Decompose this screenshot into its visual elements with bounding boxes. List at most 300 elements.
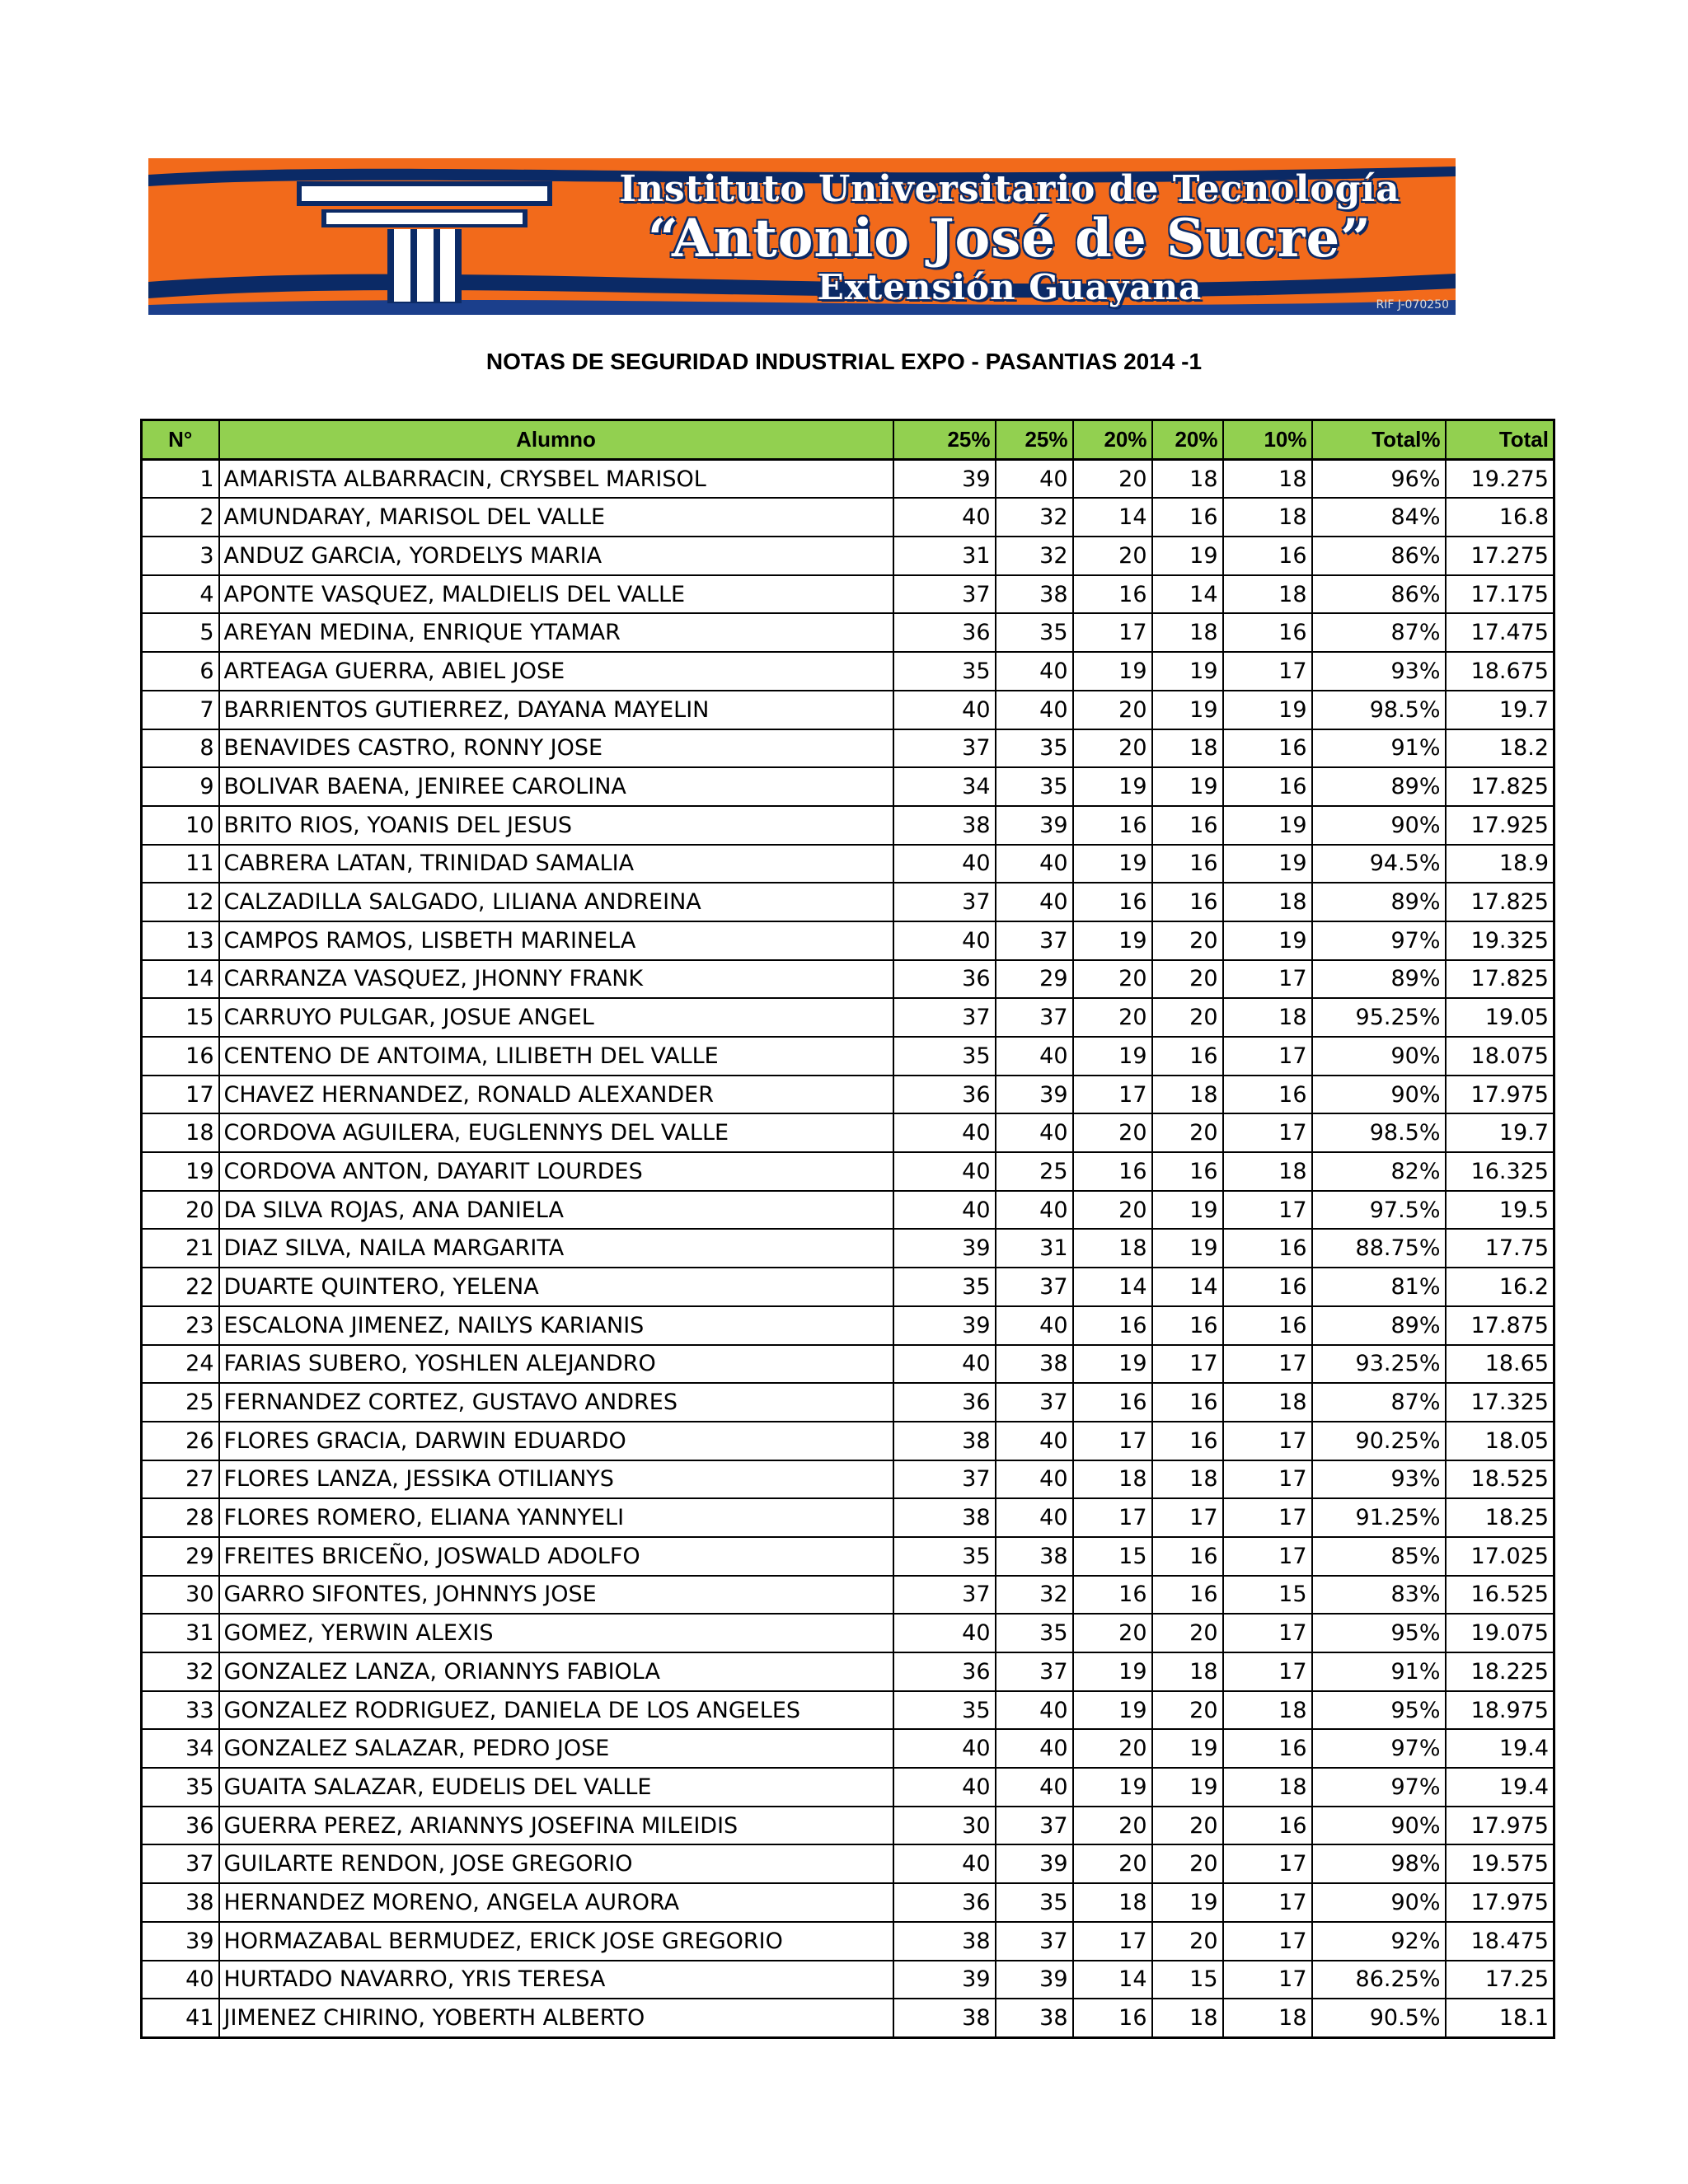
cell-total-percent: 93.25% [1312, 1345, 1446, 1384]
cell-score-20a: 14 [1073, 1268, 1152, 1306]
cell-score-25a: 40 [893, 1844, 996, 1883]
cell-num: 40 [142, 1961, 219, 1999]
table-row [142, 1652, 1554, 1691]
cell-score-25b: 40 [996, 1460, 1073, 1499]
cell-score-20b: 20 [1152, 998, 1223, 1037]
cell-score-25b: 35 [996, 613, 1073, 652]
cell-score-25b: 40 [996, 1729, 1073, 1768]
table-row [142, 613, 1554, 652]
cell-score-20a: 18 [1073, 1883, 1152, 1922]
cell-score-20b: 16 [1152, 806, 1223, 845]
cell-score-25b: 38 [996, 1537, 1073, 1576]
cell-total: 17.475 [1446, 613, 1554, 652]
cell-total-percent: 89% [1312, 960, 1446, 999]
cell-score-25a: 36 [893, 613, 996, 652]
cell-total: 18.075 [1446, 1037, 1554, 1076]
cell-score-25a: 37 [893, 729, 996, 768]
cell-score-10: 19 [1223, 921, 1312, 960]
cell-score-20a: 20 [1073, 1729, 1152, 1768]
header-score-20b: 20% [1152, 420, 1223, 460]
cell-total: 19.7 [1446, 1113, 1554, 1152]
cell-total-percent: 85% [1312, 1537, 1446, 1576]
cell-total: 17.825 [1446, 960, 1554, 999]
cell-score-20b: 19 [1152, 1729, 1223, 1768]
cell-score-10: 19 [1223, 691, 1312, 729]
table-row [142, 1345, 1554, 1384]
cell-score-20a: 16 [1073, 883, 1152, 921]
cell-score-10: 17 [1223, 1652, 1312, 1691]
cell-student-name: JIMENEZ CHIRINO, YOBERTH ALBERTO [219, 1999, 893, 2037]
cell-num: 23 [142, 1306, 219, 1345]
cell-score-25a: 37 [893, 1576, 996, 1615]
cell-score-25a: 40 [893, 1191, 996, 1230]
cell-score-20a: 16 [1073, 1576, 1152, 1615]
cell-total: 19.5 [1446, 1191, 1554, 1230]
cell-score-20a: 18 [1073, 1460, 1152, 1499]
table-row [142, 1152, 1554, 1191]
cell-num: 41 [142, 1999, 219, 2037]
cell-num: 36 [142, 1807, 219, 1845]
cell-score-25b: 32 [996, 498, 1073, 537]
cell-total: 17.275 [1446, 537, 1554, 575]
cell-total-percent: 97.5% [1312, 1191, 1446, 1230]
table-row [142, 1498, 1554, 1537]
cell-score-25a: 37 [893, 998, 996, 1037]
cell-score-10: 18 [1223, 1768, 1312, 1807]
cell-total: 17.975 [1446, 1807, 1554, 1845]
cell-student-name: FREITES BRICEÑO, JOSWALD ADOLFO [219, 1537, 893, 1576]
cell-score-20a: 20 [1073, 1614, 1152, 1652]
cell-num: 12 [142, 883, 219, 921]
cell-score-10: 16 [1223, 613, 1312, 652]
cell-num: 27 [142, 1460, 219, 1499]
cell-score-25b: 40 [996, 1498, 1073, 1537]
cell-score-20a: 19 [1073, 1037, 1152, 1076]
cell-score-20a: 16 [1073, 1152, 1152, 1191]
cell-total: 18.975 [1446, 1691, 1554, 1730]
table-row [142, 806, 1554, 845]
cell-total-percent: 88.75% [1312, 1229, 1446, 1268]
cell-total-percent: 91% [1312, 1652, 1446, 1691]
cell-student-name: GONZALEZ SALAZAR, PEDRO JOSE [219, 1729, 893, 1768]
cell-total-percent: 81% [1312, 1268, 1446, 1306]
cell-score-20b: 19 [1152, 1768, 1223, 1807]
cell-score-25b: 37 [996, 1807, 1073, 1845]
cell-score-20a: 18 [1073, 1229, 1152, 1268]
cell-num: 7 [142, 691, 219, 729]
cell-student-name: GUAITA SALAZAR, EUDELIS DEL VALLE [219, 1768, 893, 1807]
cell-student-name: ARTEAGA GUERRA, ABIEL JOSE [219, 652, 893, 691]
header-student-name: Alumno [219, 420, 893, 460]
cell-total-percent: 92% [1312, 1922, 1446, 1961]
cell-num: 32 [142, 1652, 219, 1691]
table-row [142, 691, 1554, 729]
cell-student-name: DIAZ SILVA, NAILA MARGARITA [219, 1229, 893, 1268]
cell-score-20a: 17 [1073, 1922, 1152, 1961]
cell-total-percent: 95% [1312, 1691, 1446, 1730]
cell-score-10: 18 [1223, 1383, 1312, 1422]
cell-score-20a: 20 [1073, 1807, 1152, 1845]
cell-score-10: 16 [1223, 1076, 1312, 1114]
cell-score-20a: 20 [1073, 691, 1152, 729]
cell-score-25b: 37 [996, 1652, 1073, 1691]
cell-total-percent: 95% [1312, 1614, 1446, 1652]
cell-score-25b: 35 [996, 1883, 1073, 1922]
cell-num: 39 [142, 1922, 219, 1961]
cell-score-20b: 18 [1152, 1076, 1223, 1114]
cell-total-percent: 84% [1312, 498, 1446, 537]
cell-score-20a: 20 [1073, 1113, 1152, 1152]
cell-num: 16 [142, 1037, 219, 1076]
cell-score-10: 17 [1223, 1922, 1312, 1961]
cell-num: 11 [142, 845, 219, 883]
cell-score-20b: 16 [1152, 1306, 1223, 1345]
table-row [142, 1037, 1554, 1076]
cell-score-25b: 40 [996, 1306, 1073, 1345]
table-row [142, 1844, 1554, 1883]
cell-total: 17.825 [1446, 883, 1554, 921]
cell-num: 8 [142, 729, 219, 768]
cell-score-25a: 38 [893, 806, 996, 845]
cell-score-20a: 16 [1073, 806, 1152, 845]
cell-total: 18.1 [1446, 1999, 1554, 2037]
cell-total: 19.4 [1446, 1768, 1554, 1807]
cell-score-20b: 16 [1152, 1037, 1223, 1076]
cell-score-20b: 18 [1152, 613, 1223, 652]
table-row [142, 1076, 1554, 1114]
cell-num: 21 [142, 1229, 219, 1268]
banner-institute-honoree: “Antonio José de Sucre” [648, 208, 1372, 269]
cell-score-25a: 35 [893, 1691, 996, 1730]
cell-total-percent: 86% [1312, 575, 1446, 614]
cell-score-10: 16 [1223, 1729, 1312, 1768]
cell-num: 34 [142, 1729, 219, 1768]
cell-total-percent: 97% [1312, 1768, 1446, 1807]
cell-total-percent: 90% [1312, 1076, 1446, 1114]
cell-total: 17.925 [1446, 806, 1554, 845]
cell-score-20b: 20 [1152, 1922, 1223, 1961]
cell-score-25b: 40 [996, 459, 1073, 498]
cell-num: 33 [142, 1691, 219, 1730]
cell-student-name: GARRO SIFONTES, JOHNNYS JOSE [219, 1576, 893, 1615]
cell-num: 28 [142, 1498, 219, 1537]
cell-score-25b: 40 [996, 652, 1073, 691]
cell-num: 1 [142, 459, 219, 498]
cell-score-25a: 40 [893, 1113, 996, 1152]
cell-score-25a: 37 [893, 1460, 996, 1499]
cell-num: 15 [142, 998, 219, 1037]
cell-score-20b: 18 [1152, 1460, 1223, 1499]
table-row [142, 1768, 1554, 1807]
cell-total: 19.075 [1446, 1614, 1554, 1652]
table-row [142, 537, 1554, 575]
table-row [142, 1113, 1554, 1152]
cell-score-20a: 17 [1073, 1076, 1152, 1114]
cell-score-25b: 35 [996, 729, 1073, 768]
header-score-25b: 25% [996, 420, 1073, 460]
cell-score-10: 17 [1223, 1037, 1312, 1076]
cell-num: 18 [142, 1113, 219, 1152]
header-total: Total [1446, 420, 1554, 460]
cell-total-percent: 89% [1312, 767, 1446, 806]
cell-score-20a: 20 [1073, 729, 1152, 768]
cell-score-20b: 19 [1152, 1229, 1223, 1268]
header-score-20a: 20% [1073, 420, 1152, 460]
cell-num: 3 [142, 537, 219, 575]
cell-score-25a: 38 [893, 1922, 996, 1961]
cell-score-20b: 16 [1152, 845, 1223, 883]
table-row [142, 767, 1554, 806]
cell-total-percent: 82% [1312, 1152, 1446, 1191]
cell-score-10: 17 [1223, 1191, 1312, 1230]
cell-score-20a: 16 [1073, 1383, 1152, 1422]
table-row [142, 1922, 1554, 1961]
cell-score-25a: 38 [893, 1498, 996, 1537]
cell-student-name: HURTADO NAVARRO, YRIS TERESA [219, 1961, 893, 1999]
cell-total-percent: 95.25% [1312, 998, 1446, 1037]
cell-score-20a: 17 [1073, 1422, 1152, 1460]
cell-score-10: 16 [1223, 1306, 1312, 1345]
table-row [142, 1191, 1554, 1230]
cell-total: 17.825 [1446, 767, 1554, 806]
cell-score-20b: 19 [1152, 652, 1223, 691]
cell-score-25b: 40 [996, 1037, 1073, 1076]
cell-total: 19.275 [1446, 459, 1554, 498]
table-row [142, 459, 1554, 498]
cell-score-25a: 36 [893, 1076, 996, 1114]
cell-num: 19 [142, 1152, 219, 1191]
cell-score-20b: 16 [1152, 1537, 1223, 1576]
cell-num: 6 [142, 652, 219, 691]
cell-score-10: 17 [1223, 1498, 1312, 1537]
cell-student-name: CAMPOS RAMOS, LISBETH MARINELA [219, 921, 893, 960]
cell-score-25a: 38 [893, 1422, 996, 1460]
cell-score-25b: 29 [996, 960, 1073, 999]
cell-total-percent: 83% [1312, 1576, 1446, 1615]
cell-score-10: 17 [1223, 652, 1312, 691]
cell-score-20b: 17 [1152, 1345, 1223, 1384]
cell-total-percent: 89% [1312, 1306, 1446, 1345]
table-row [142, 921, 1554, 960]
cell-score-25b: 37 [996, 921, 1073, 960]
cell-score-10: 18 [1223, 998, 1312, 1037]
cell-score-20b: 16 [1152, 1383, 1223, 1422]
cell-student-name: GUILARTE RENDON, JOSE GREGORIO [219, 1844, 893, 1883]
table-row [142, 960, 1554, 999]
cell-student-name: BARRIENTOS GUTIERREZ, DAYANA MAYELIN [219, 691, 893, 729]
cell-total: 17.25 [1446, 1961, 1554, 1999]
cell-total-percent: 90% [1312, 1883, 1446, 1922]
cell-num: 26 [142, 1422, 219, 1460]
cell-student-name: BENAVIDES CASTRO, RONNY JOSE [219, 729, 893, 768]
cell-score-25a: 37 [893, 883, 996, 921]
cell-score-20b: 15 [1152, 1961, 1223, 1999]
cell-total-percent: 91% [1312, 729, 1446, 768]
cell-score-20b: 16 [1152, 1152, 1223, 1191]
cell-total: 19.7 [1446, 691, 1554, 729]
cell-student-name: CENTENO DE ANTOIMA, LILIBETH DEL VALLE [219, 1037, 893, 1076]
cell-student-name: ANDUZ GARCIA, YORDELYS MARIA [219, 537, 893, 575]
cell-score-25b: 32 [996, 537, 1073, 575]
banner-institute-name: Instituto Universitario de Tecnología [619, 168, 1400, 210]
cell-score-10: 15 [1223, 1576, 1312, 1615]
cell-score-20a: 17 [1073, 1498, 1152, 1537]
cell-total: 18.05 [1446, 1422, 1554, 1460]
cell-score-25a: 34 [893, 767, 996, 806]
cell-student-name: HERNANDEZ MORENO, ANGELA AURORA [219, 1883, 893, 1922]
table-row [142, 729, 1554, 768]
table-row [142, 1614, 1554, 1652]
table-row [142, 883, 1554, 921]
cell-total: 16.2 [1446, 1268, 1554, 1306]
cell-total-percent: 93% [1312, 1460, 1446, 1499]
cell-total: 16.525 [1446, 1576, 1554, 1615]
header-score-25a: 25% [893, 420, 996, 460]
header-score-10: 10% [1223, 420, 1312, 460]
cell-score-10: 16 [1223, 729, 1312, 768]
cell-score-10: 18 [1223, 883, 1312, 921]
cell-total: 18.25 [1446, 1498, 1554, 1537]
table-row [142, 1729, 1554, 1768]
cell-score-25b: 37 [996, 1922, 1073, 1961]
cell-score-20b: 19 [1152, 767, 1223, 806]
cell-score-10: 18 [1223, 1999, 1312, 2037]
cell-score-25a: 38 [893, 1999, 996, 2037]
table-row [142, 1576, 1554, 1615]
cell-score-20b: 20 [1152, 1113, 1223, 1152]
cell-num: 22 [142, 1268, 219, 1306]
cell-score-10: 18 [1223, 1691, 1312, 1730]
cell-score-25b: 38 [996, 1345, 1073, 1384]
cell-score-25b: 39 [996, 1076, 1073, 1114]
cell-score-25a: 31 [893, 537, 996, 575]
cell-score-25a: 37 [893, 575, 996, 614]
cell-score-20a: 20 [1073, 960, 1152, 999]
cell-score-25b: 31 [996, 1229, 1073, 1268]
cell-score-25a: 40 [893, 1345, 996, 1384]
cell-score-20a: 15 [1073, 1537, 1152, 1576]
cell-score-10: 17 [1223, 1422, 1312, 1460]
cell-student-name: AREYAN MEDINA, ENRIQUE YTAMAR [219, 613, 893, 652]
cell-score-25a: 30 [893, 1807, 996, 1845]
cell-total: 17.975 [1446, 1883, 1554, 1922]
cell-score-25a: 35 [893, 1268, 996, 1306]
cell-score-25a: 35 [893, 1537, 996, 1576]
cell-student-name: GOMEZ, YERWIN ALEXIS [219, 1614, 893, 1652]
cell-score-25b: 35 [996, 767, 1073, 806]
cell-score-25b: 25 [996, 1152, 1073, 1191]
cell-total-percent: 91.25% [1312, 1498, 1446, 1537]
cell-score-20b: 19 [1152, 537, 1223, 575]
cell-score-20b: 18 [1152, 459, 1223, 498]
cell-score-20b: 20 [1152, 1807, 1223, 1845]
cell-score-20b: 14 [1152, 1268, 1223, 1306]
cell-score-20a: 16 [1073, 1306, 1152, 1345]
cell-score-20a: 19 [1073, 1768, 1152, 1807]
cell-score-20b: 18 [1152, 729, 1223, 768]
cell-num: 31 [142, 1614, 219, 1652]
cell-student-name: CHAVEZ HERNANDEZ, RONALD ALEXANDER [219, 1076, 893, 1114]
cell-total: 18.9 [1446, 845, 1554, 883]
cell-total-percent: 98% [1312, 1844, 1446, 1883]
cell-student-name: AMARISTA ALBARRACIN, CRYSBEL MARISOL [219, 459, 893, 498]
cell-score-25a: 40 [893, 498, 996, 537]
cell-score-20a: 19 [1073, 845, 1152, 883]
cell-total-percent: 97% [1312, 1729, 1446, 1768]
header-num: N° [142, 420, 219, 460]
cell-score-20b: 17 [1152, 1498, 1223, 1537]
cell-score-25a: 40 [893, 845, 996, 883]
cell-score-25a: 40 [893, 1152, 996, 1191]
cell-score-20a: 20 [1073, 1844, 1152, 1883]
cell-score-20b: 16 [1152, 1576, 1223, 1615]
cell-score-20a: 19 [1073, 1345, 1152, 1384]
cell-total: 18.65 [1446, 1345, 1554, 1384]
table-row [142, 1460, 1554, 1499]
grades-table [140, 419, 1555, 2039]
cell-score-20a: 19 [1073, 921, 1152, 960]
institution-banner [148, 158, 1456, 315]
cell-score-10: 17 [1223, 1113, 1312, 1152]
cell-student-name: CARRUYO PULGAR, JOSUE ANGEL [219, 998, 893, 1037]
table-body [142, 459, 1554, 2037]
cell-score-10: 16 [1223, 1268, 1312, 1306]
cell-num: 17 [142, 1076, 219, 1114]
cell-score-25b: 40 [996, 1113, 1073, 1152]
cell-total: 18.475 [1446, 1922, 1554, 1961]
cell-score-20a: 19 [1073, 1652, 1152, 1691]
cell-total-percent: 94.5% [1312, 845, 1446, 883]
table-row [142, 1537, 1554, 1576]
banner-campus: Extensión Guayana [817, 267, 1203, 307]
cell-score-25b: 39 [996, 1961, 1073, 1999]
cell-total-percent: 86% [1312, 537, 1446, 575]
cell-total-percent: 96% [1312, 459, 1446, 498]
cell-score-25a: 39 [893, 459, 996, 498]
cell-score-20a: 19 [1073, 652, 1152, 691]
cell-score-10: 17 [1223, 1961, 1312, 1999]
cell-score-20b: 19 [1152, 691, 1223, 729]
cell-num: 37 [142, 1844, 219, 1883]
cell-score-10: 17 [1223, 1844, 1312, 1883]
table-row [142, 1691, 1554, 1730]
cell-student-name: DA SILVA ROJAS, ANA DANIELA [219, 1191, 893, 1230]
cell-score-25b: 38 [996, 1999, 1073, 2037]
cell-score-20b: 20 [1152, 1614, 1223, 1652]
cell-total: 18.225 [1446, 1652, 1554, 1691]
cell-score-20b: 19 [1152, 1883, 1223, 1922]
cell-score-25b: 37 [996, 1268, 1073, 1306]
cell-total-percent: 93% [1312, 652, 1446, 691]
cell-total-percent: 90.25% [1312, 1422, 1446, 1460]
cell-score-10: 16 [1223, 537, 1312, 575]
cell-total-percent: 89% [1312, 883, 1446, 921]
cell-score-25a: 36 [893, 1652, 996, 1691]
cell-total: 19.325 [1446, 921, 1554, 960]
cell-total-percent: 90% [1312, 1037, 1446, 1076]
table-row [142, 1306, 1554, 1345]
cell-score-25a: 35 [893, 1037, 996, 1076]
cell-score-10: 16 [1223, 767, 1312, 806]
cell-score-10: 18 [1223, 459, 1312, 498]
cell-score-25b: 32 [996, 1576, 1073, 1615]
cell-student-name: FLORES LANZA, JESSIKA OTILIANYS [219, 1460, 893, 1499]
cell-score-20a: 14 [1073, 1961, 1152, 1999]
cell-score-10: 17 [1223, 1883, 1312, 1922]
cell-score-20a: 14 [1073, 498, 1152, 537]
cell-score-20a: 16 [1073, 575, 1152, 614]
table-row [142, 1999, 1554, 2037]
